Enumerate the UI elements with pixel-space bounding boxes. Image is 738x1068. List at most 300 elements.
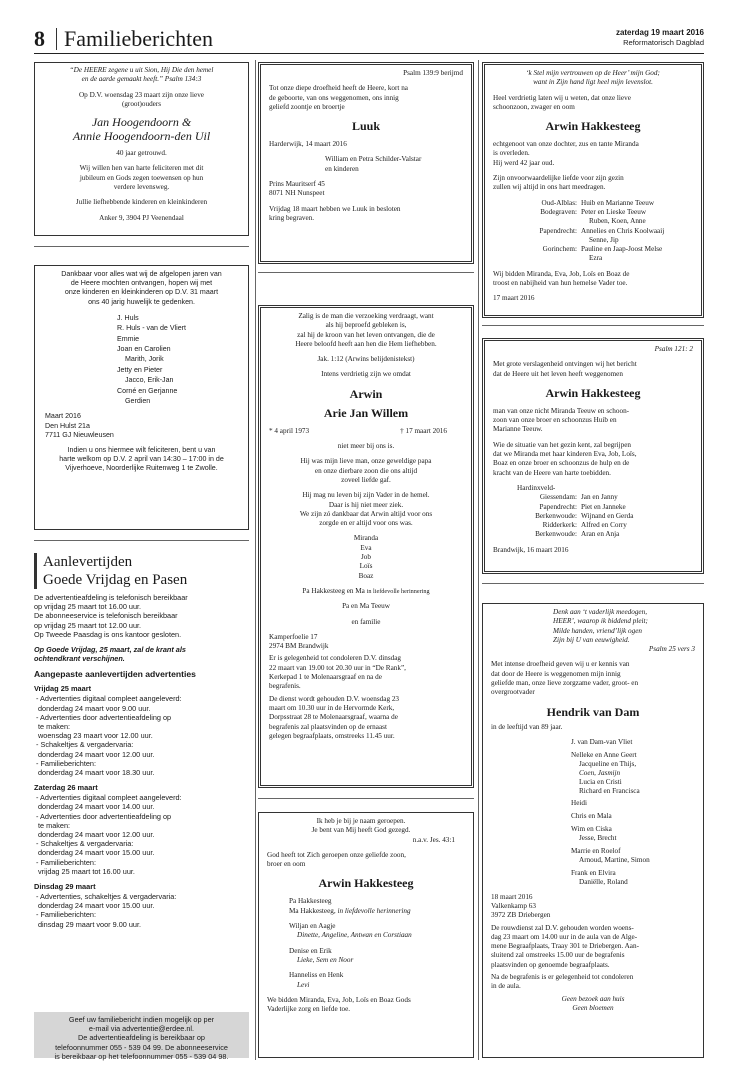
text-line: We zijn zó dankbaar dat Arwin altijd voor ons bbox=[299, 509, 433, 518]
ad-date: Brandwijk, 16 maart 2016 bbox=[493, 545, 569, 554]
row-divider bbox=[34, 246, 249, 247]
text-line: de Heere mochten ontvangen, hopen wij met bbox=[70, 279, 213, 288]
quote-line: Ik heb je bij je naam geroepen. bbox=[316, 817, 406, 825]
family-place: Berkenwoude: bbox=[535, 511, 577, 520]
deadline-item: - Advertenties door advertentieafdeling op bbox=[36, 712, 172, 722]
text-line: Wij bidden Miranda, Eva, Job, Loïs en Boaz de bbox=[493, 269, 630, 278]
family-member: Peter en Lieske Teeuw bbox=[581, 207, 647, 216]
text-line: e-mail via advertentie@erdee.nl. bbox=[88, 1024, 195, 1034]
quote-line: HEER’, waarop ik biddend pleit; bbox=[553, 617, 648, 626]
family-member: Denise en Erik bbox=[289, 946, 332, 955]
parents bbox=[269, 587, 463, 596]
contact-footer bbox=[34, 1012, 249, 1061]
family-member: Dinette, Angeline, Antwan en Corstiaan bbox=[297, 931, 412, 940]
quote-line: Je bent van Mij heeft God gezegd. bbox=[311, 826, 411, 835]
text-line: Vrijdag 18 maart hebben we Luuk in besloten bbox=[269, 204, 401, 213]
family-list bbox=[493, 199, 693, 264]
ad-quote bbox=[491, 608, 695, 645]
ad-outro bbox=[41, 446, 242, 474]
text-line: Vaderlijke zorg en liefde toe. bbox=[267, 1005, 351, 1014]
column-divider-1 bbox=[255, 60, 256, 1060]
family-member: Annelies en Chris Koolwaaij bbox=[581, 226, 665, 235]
deadline-item: dinsdag 29 maart voor 9.00 uur. bbox=[38, 919, 142, 929]
text-line: is overleden. bbox=[493, 149, 530, 158]
text-line: De dienst wordt gehouden D.V. woensdag 23 bbox=[269, 694, 400, 703]
family-list bbox=[493, 484, 693, 540]
family-member: Wiljan en Aagje bbox=[289, 922, 336, 931]
text-line: in liefdevolle herinnering bbox=[366, 587, 430, 595]
text-line: 3972 ZB Driebergen bbox=[491, 911, 551, 920]
death-ad-arwin-family bbox=[258, 305, 474, 788]
day-deadlines bbox=[34, 892, 249, 929]
text-line: op vrijdag 25 maart tot 12.00 uur. bbox=[34, 620, 142, 630]
family-member: Piet en Janneke bbox=[581, 502, 626, 511]
deadline-item: donderdag 24 maart voor 15.00 uur. bbox=[38, 848, 155, 858]
family-list bbox=[41, 313, 242, 407]
day-deadlines bbox=[34, 793, 249, 876]
deadline-item: donderdag 24 maart voor 9.00 uur. bbox=[38, 703, 151, 713]
family-place bbox=[499, 217, 581, 226]
text-line: op vrijdag 25 maart tot 16.00 uur. bbox=[34, 602, 142, 612]
family-row bbox=[499, 254, 693, 263]
column-divider-2 bbox=[478, 60, 479, 1060]
text-line: Hij was mijn lieve man, onze geweldige papa bbox=[300, 457, 432, 466]
text-line: in liefdevolle herinnering bbox=[337, 906, 411, 915]
text-line: niet meer bij ons is. bbox=[337, 442, 395, 451]
psalm-ref: Psalm 121: 2 bbox=[654, 345, 693, 353]
row-divider bbox=[482, 325, 704, 326]
family-row bbox=[499, 199, 693, 208]
family-member: Daniëlle, Roland bbox=[579, 877, 628, 886]
deadline-item: donderdag 24 maart voor 14.00 uur. bbox=[38, 802, 155, 812]
text-line: Geef uw familiebericht indien mogelijk op per bbox=[68, 1015, 215, 1024]
deadline-item: donderdag 24 maart voor 15.00 uur. bbox=[38, 901, 155, 911]
family-member: Chris en Mala bbox=[571, 812, 612, 821]
family-member: Richard en Francisca bbox=[579, 786, 640, 795]
ad-quote bbox=[269, 312, 463, 349]
family-member: Coen, Jasmijn bbox=[579, 768, 621, 777]
family-place: Papendrecht: bbox=[539, 502, 577, 511]
life-dates bbox=[269, 427, 463, 436]
text-line: Heel verdrietig laten wij u weten, dat onze lieve bbox=[493, 93, 631, 102]
deadline-item: - Schakeltjes & vergadervaria: bbox=[36, 839, 134, 849]
deceased-name: Arwin Hakkesteeg bbox=[545, 385, 641, 400]
family-row bbox=[499, 245, 693, 254]
family-row bbox=[499, 484, 693, 493]
family-member: Loïs bbox=[359, 562, 373, 571]
text-line: echtgenoot van onze dochter, zus en tante Miranda bbox=[493, 140, 639, 149]
family-member: Alfred en Corry bbox=[581, 521, 627, 530]
text-line: zullen wij altijd in ons hart meedragen. bbox=[493, 183, 606, 192]
family-member: Marrie en Roelof bbox=[571, 847, 621, 856]
notice-special bbox=[34, 645, 249, 663]
ad-address: Anker 9, 3904 PJ Veenendaal bbox=[99, 213, 184, 222]
text-line: Hij mag nu leven bij zijn Vader in de hemel. bbox=[302, 491, 430, 500]
text-line: maart om 10.30 uur in de Hervormde Kerk, bbox=[269, 703, 395, 712]
text-line: telefoonnummer 055 - 539 04 99. De abonneeservice bbox=[55, 1042, 228, 1052]
anniversary-ad-hoogendoorn bbox=[34, 62, 249, 236]
text-line: Er is gelegenheid tot condoleren D.V. dinsdag bbox=[269, 654, 402, 663]
family-member: Arnoud, Martine, Simon bbox=[579, 855, 650, 864]
text-line: Maart 2016 bbox=[45, 412, 81, 421]
family-member: Ruben, Koen, Anne bbox=[589, 217, 646, 226]
text-line: Dorpsstraat 28 te Molenaarsgraaf, waarna de bbox=[269, 713, 398, 722]
ad-date: 17 maart 2016 bbox=[493, 294, 535, 303]
text-line: Wie de situatie van het gezin kent, zal begrijpen bbox=[493, 440, 632, 449]
text-line: verdere levensweg. bbox=[113, 183, 170, 192]
text-line: 22 maart van 19.00 tot 20.30 uur in “De Rank”, bbox=[269, 663, 406, 672]
text-line: mene Begraafplaats, Traay 301 te Driebergen. Aan- bbox=[491, 942, 639, 951]
quote-line: Zalig is de man die verzoeking verdraagt, want bbox=[298, 312, 434, 320]
text-line: Prins Mauritserf 45 bbox=[269, 180, 325, 189]
deadline-item: - Advertenties, schakeltjes & vergadervaria: bbox=[36, 892, 177, 902]
psalm-ref: Psalm 25 vers 3 bbox=[648, 645, 695, 654]
quote-line: n.a.v. Jes. 43:1 bbox=[412, 835, 455, 844]
deadline-notice bbox=[34, 553, 249, 929]
family-place bbox=[499, 236, 581, 245]
text-line: 8071 NH Nunspeet bbox=[269, 189, 325, 198]
quote-line: Heere beloofd heeft aan hen die Hem liefhebben. bbox=[295, 339, 437, 348]
death-ad-arwin-relatives bbox=[482, 338, 704, 574]
family-member: Pauline en Jaap-Joost Melse bbox=[581, 245, 663, 254]
family-member: Miranda bbox=[353, 534, 379, 543]
text-line: jubileum en Gods zegen toewensen op hun bbox=[79, 173, 204, 182]
issue-date: zaterdag 19 maart 2016 bbox=[615, 28, 704, 37]
text-line: Kerkepad 1 te Molenaarsgraaf en na de bbox=[269, 673, 382, 682]
text-line: Kamperfoelie 17 bbox=[269, 632, 318, 641]
text-line: Indien u ons hiermee wilt feliciteren, bent u van bbox=[67, 446, 216, 455]
ad-address bbox=[269, 180, 463, 199]
text-line: 18 maart 2016 bbox=[491, 892, 533, 901]
notice-title: Aanlevertijden bbox=[43, 554, 133, 570]
psalm-ref: Psalm 139:9 berijmd bbox=[403, 69, 463, 77]
text-line: Dankbaar voor alles wat wij de afgelopen jaren van bbox=[61, 270, 222, 278]
deadline-item: woensdag 23 maart voor 12.00 uur. bbox=[38, 731, 153, 741]
family-member: Ezra bbox=[589, 254, 603, 263]
deadline-item: te maken: bbox=[38, 820, 71, 830]
quote-line: want in Zijn hand ligt heel mijn levenslot. bbox=[533, 78, 653, 87]
page-header bbox=[34, 24, 704, 54]
text-line: de geboorte, van ons weggenomen, ons innig bbox=[269, 93, 399, 102]
text-line: in de aula. bbox=[491, 982, 521, 991]
family-list bbox=[269, 534, 463, 580]
quote-line: zal hij de kroon van het leven ontvangen, die de bbox=[297, 330, 435, 339]
deceased-name: Hendrik van Dam bbox=[546, 704, 640, 719]
deceased-first-name: Arwin bbox=[349, 386, 383, 401]
memorial-text bbox=[493, 174, 693, 193]
family-member: J. Huls bbox=[117, 313, 139, 322]
text-line: Zijn onvoorwaardelijke liefde voor zijn gezin bbox=[493, 174, 624, 183]
text-line: broer en oom bbox=[267, 860, 306, 869]
name-line: Annie Hoogendoorn-den Uil bbox=[72, 129, 211, 144]
deadline-item: vrijdag 25 maart tot 16.00 uur. bbox=[38, 866, 135, 876]
family-list bbox=[491, 738, 695, 887]
text-line: Op D.V. woensdag 23 maart zijn onze lieve bbox=[78, 90, 204, 99]
service-info bbox=[491, 924, 695, 970]
text-line: Met grote verslagenheid ontvingen wij het bericht bbox=[493, 360, 637, 369]
family-member: Lucia en Cristi bbox=[579, 777, 622, 786]
family-member: Wim en Ciska bbox=[571, 825, 612, 834]
text-line: ons 40 jarig huwelijk te gedenken. bbox=[88, 297, 195, 306]
quote-line: ‘k Stel mijn vertrouwen op de Heer’ mijn God; bbox=[526, 69, 660, 77]
family-member: Corné en Gerjanne bbox=[117, 386, 178, 395]
family-member: Huib en Marianne Teeuw bbox=[581, 198, 655, 207]
ad-intro bbox=[493, 94, 693, 113]
years-married: 40 jaar getrouwd. bbox=[116, 149, 167, 158]
deceased-name: Luuk bbox=[351, 119, 381, 134]
ad-intro bbox=[41, 270, 242, 307]
ad-intro bbox=[267, 851, 465, 870]
inlaws: Pa en Ma Teeuw bbox=[342, 602, 390, 611]
deadline-item: - Advertenties digitaal compleet aangeleverd: bbox=[36, 694, 182, 704]
text-line: zorgde en er altijd voor ons was. bbox=[319, 519, 413, 528]
quote-line: “De HEERE zegene u uit Sion, Hij Die den hemel bbox=[69, 66, 214, 74]
ad-intro: Intens verdrietig zijn we omdat bbox=[321, 370, 411, 379]
family-member: Heidi bbox=[571, 799, 587, 808]
row-divider bbox=[258, 798, 474, 799]
family-member: Eva bbox=[360, 543, 372, 552]
deadline-item: - Advertenties door advertentieafdeling op bbox=[36, 811, 172, 821]
deceased-age: in de leeftijd van 89 jaar. bbox=[491, 722, 563, 731]
ad-quote bbox=[267, 817, 465, 845]
memorial-text bbox=[493, 407, 693, 435]
deadline-item: te maken: bbox=[38, 722, 71, 732]
family-extra: en familie bbox=[351, 617, 381, 626]
ad-quote bbox=[493, 69, 693, 88]
text-line: Hij werd 42 jaar oud. bbox=[493, 158, 555, 167]
header-separator bbox=[56, 28, 57, 50]
text-line: en onze dierbare zoon die ons altijd bbox=[314, 466, 418, 475]
family-row bbox=[499, 208, 693, 217]
text-line: Valkenkamp 63 bbox=[491, 901, 536, 910]
deadlines-heading: Aangepaste aanlevertijden advertenties bbox=[34, 669, 196, 680]
ad-intro bbox=[491, 660, 695, 697]
birth-date: * 4 april 1973 bbox=[269, 426, 310, 435]
text-line: We bidden Miranda, Eva, Job, Loïs en Boaz Gods bbox=[267, 995, 411, 1004]
family-place: Giessendam: bbox=[539, 493, 577, 502]
couple-names bbox=[40, 115, 243, 143]
deadline-item: donderdag 24 maart voor 18.30 uur. bbox=[38, 768, 155, 778]
text-line: dat door de Heere is weggenomen mijn innig bbox=[491, 669, 621, 678]
text-line: Geen bloemen bbox=[572, 1003, 614, 1012]
memorial-text bbox=[269, 491, 463, 528]
text-line: Tot onze diepe droefheid heeft de Heere, kort na bbox=[269, 84, 408, 93]
family-row bbox=[499, 236, 693, 245]
family-member bbox=[289, 907, 465, 916]
deadline-item: - Familieberichten: bbox=[36, 857, 97, 867]
text-line: ochtendkrant verschijnen. bbox=[34, 654, 125, 664]
family-member: Nelleke en Anne Geert bbox=[571, 750, 637, 759]
condolence-info bbox=[269, 654, 463, 691]
ad-intro bbox=[493, 360, 693, 379]
family-place: Ridderkerk: bbox=[542, 521, 577, 530]
text-line: is bereikbaar op het telefoonnummer 055 - 539 04 98. bbox=[54, 1051, 229, 1061]
family-row bbox=[499, 217, 693, 226]
death-ad-arwin-parents bbox=[258, 812, 474, 1058]
text-line: 7711 GJ Nieuwleusen bbox=[45, 430, 114, 439]
family-row bbox=[499, 521, 693, 530]
ad-address bbox=[269, 633, 463, 652]
family-member: Pa Hakkesteeg bbox=[289, 897, 332, 906]
family-member: Senne, Jip bbox=[589, 235, 619, 244]
text-line: William en Petra Schilder-Valstar bbox=[325, 155, 422, 164]
family-place: Oud-Alblas: bbox=[541, 198, 577, 207]
page-number: 8 bbox=[34, 26, 45, 51]
text-line: Geen bezoek aan huis bbox=[561, 994, 625, 1003]
family-member: Joan en Carolien bbox=[117, 345, 171, 354]
text-line: onze kinderen en kleinkinderen op D.V. 31 maart bbox=[64, 288, 219, 297]
text-line: begrafenis. bbox=[269, 682, 301, 691]
deceased-full-name: Arie Jan Willem bbox=[323, 405, 409, 420]
text-line: De rouwdienst zal D.V. gehouden worden woens- bbox=[491, 923, 634, 932]
text-line: (groot)ouders bbox=[121, 99, 162, 108]
death-date: † 17 maart 2016 bbox=[400, 426, 447, 435]
family-list bbox=[267, 897, 465, 989]
text-line: Op Goede Vrijdag, 25 maart, zal de krant als bbox=[34, 645, 186, 655]
family-place: Hardinxveld- bbox=[517, 483, 556, 492]
family-place: Gorinchem: bbox=[542, 245, 577, 254]
text-line: troost en nabijheid van hun hemelse Vader toe. bbox=[493, 279, 628, 288]
text-line: man van onze nicht Miranda Teeuw en schoon- bbox=[493, 406, 630, 415]
text-line: Daar is hij niet meer ziek. bbox=[328, 500, 404, 509]
text-line: schoonzoon, zwager en oom bbox=[493, 102, 575, 111]
text-line: gelegen begraafplaats, omstreeks 11.45 uur. bbox=[269, 731, 395, 740]
family-row bbox=[499, 530, 693, 539]
text-line: kracht van de Heere van harte toebidden. bbox=[493, 468, 611, 477]
family-member: Wijnand en Gerda bbox=[581, 511, 634, 520]
quote-line: als hij beproefd gebleken is, bbox=[325, 321, 407, 330]
family-member: J. van Dam-van Vliet bbox=[571, 737, 633, 746]
text-line: overgrootvader bbox=[491, 688, 535, 697]
row-divider bbox=[34, 540, 249, 541]
condolence-info bbox=[491, 973, 695, 992]
text-line: Den Hulst 21a bbox=[45, 421, 90, 430]
ad-wish bbox=[40, 164, 243, 192]
quote-line: Denk aan ‘t vaderlijk meedogen, bbox=[553, 608, 648, 616]
text-line: dat de Heere uit het leven heeft weggenomen bbox=[493, 369, 623, 378]
family-member: Job bbox=[361, 553, 371, 562]
day-heading: Zaterdag 26 maart bbox=[34, 783, 98, 793]
text-line: harte welkom op D.V. 2 april van 14:30 – 17:00 in de bbox=[59, 455, 224, 464]
death-ad-luuk bbox=[258, 62, 474, 264]
ad-outro bbox=[267, 996, 465, 1015]
text-line: De advertentieafdeling is bereikbaar op bbox=[78, 1033, 205, 1043]
family-member: Levi bbox=[297, 980, 310, 989]
burial-note bbox=[269, 205, 463, 224]
text-line: Met intense droefheid geven wij u er kennis van bbox=[491, 660, 630, 669]
family-member: Gerdien bbox=[125, 397, 151, 406]
notice-heading bbox=[34, 553, 249, 589]
place-date: Harderwijk, 14 maart 2016 bbox=[269, 140, 347, 149]
family-member: Jacco, Erik-Jan bbox=[125, 376, 174, 385]
day-deadlines bbox=[34, 694, 249, 777]
text-line: Boaz en onze broer en schoonzus de hulp en de bbox=[493, 459, 630, 468]
family-place: Papendrecht: bbox=[539, 226, 577, 235]
memorial-text bbox=[493, 441, 693, 478]
ad-intro bbox=[269, 84, 463, 112]
scripture-ref: Jak. 1:12 (Arwins belijdenistekst) bbox=[317, 355, 415, 364]
family-member: Jan en Janny bbox=[581, 493, 618, 502]
text-line: 2974 BM Brandwijk bbox=[269, 642, 329, 651]
anniversary-ad-huls bbox=[34, 265, 249, 530]
family-member: Aran en Anja bbox=[581, 530, 620, 539]
memorial-text bbox=[493, 140, 693, 168]
family-row bbox=[499, 512, 693, 521]
memorial-text bbox=[269, 457, 463, 485]
quote-line: Zijn bij U van eeuwigheid. bbox=[553, 635, 630, 644]
name-line: Jan Hoogendoorn & bbox=[91, 115, 192, 130]
family-member: Hanneliss en Henk bbox=[289, 971, 344, 980]
text-line: Marianne Teeuw. bbox=[493, 425, 543, 434]
deadline-item: - Schakeltjes & vergadervaria: bbox=[36, 740, 134, 750]
text-line: zoon van onze broer en schoonzus Huib en bbox=[493, 416, 617, 425]
day-heading: Dinsdag 29 maart bbox=[34, 882, 96, 892]
text-line: Vijverhoeve, Noorderlijke Ruitenweg 1 te Zwolle. bbox=[65, 464, 218, 473]
family-member: Lieke, Sem en Noor bbox=[297, 955, 354, 964]
text-line: geliefd zoontje en broertje bbox=[269, 102, 345, 111]
ad-from: Jullie liefhebbende kinderen en kleinkinderen bbox=[75, 198, 208, 207]
row-divider bbox=[258, 272, 474, 273]
family-member: Boaz bbox=[358, 571, 374, 580]
section-title: Familieberichten bbox=[64, 26, 214, 51]
quote-line: Milde handen, vriend’lijk ogen bbox=[553, 626, 643, 635]
newspaper-name: Reformatorisch Dagblad bbox=[623, 38, 704, 47]
quote-line: en de aarde gemaakt heeft.” Psalm 134:3 bbox=[81, 75, 202, 84]
text-line: Pa Hakkesteeg en Ma bbox=[302, 586, 365, 595]
death-ad-hendrik-van-dam bbox=[482, 603, 704, 1058]
text-line: De abonneeservice is telefonisch bereikbaar bbox=[34, 611, 178, 621]
row-divider bbox=[482, 583, 704, 584]
text-line: dag 23 maart om 14.00 uur in de aula van de Alge- bbox=[491, 932, 638, 941]
family-member: Jesse, Brecht bbox=[579, 834, 617, 843]
ad-intro bbox=[40, 91, 243, 110]
text-line: Op Tweede Paasdag is ons kantoor gesloten. bbox=[34, 629, 182, 639]
text-line: kring begraven. bbox=[269, 213, 315, 222]
text-line: zoveel liefde gaf. bbox=[341, 475, 391, 484]
text-line: Na de begrafenis is er gelegenheid tot condoleren bbox=[491, 973, 634, 982]
family-row bbox=[499, 503, 693, 512]
family-member: Marith, Jorik bbox=[125, 355, 164, 364]
notice-intro bbox=[34, 593, 249, 639]
ad-quote bbox=[40, 66, 243, 85]
day-heading: Vrijdag 25 maart bbox=[34, 684, 92, 694]
text-line: De advertentieafdeling is telefonisch bereikbaar bbox=[34, 593, 188, 602]
deadline-item: - Familieberichten: bbox=[36, 758, 97, 768]
deadline-item: - Advertenties digitaal compleet aangeleverd: bbox=[36, 793, 182, 803]
family-member: Frank en Elvira bbox=[571, 868, 616, 877]
family-place: Berkenwoude: bbox=[535, 530, 577, 539]
deceased-name: Arwin Hakkesteeg bbox=[318, 876, 414, 891]
ad-outro bbox=[493, 270, 693, 289]
text-line: Wij willen hen van harte feliciteren met dit bbox=[79, 164, 204, 173]
family-member: Jetty en Pieter bbox=[117, 365, 163, 374]
ad-address bbox=[491, 893, 695, 921]
ad-address bbox=[41, 412, 242, 440]
text-line: geliefde man, onze lieve zorgzame vader, groot- en bbox=[491, 679, 639, 688]
closing-note bbox=[491, 995, 695, 1014]
deadline-item: - Familieberichten: bbox=[36, 910, 97, 920]
deadline-item: donderdag 24 maart voor 12.00 uur. bbox=[38, 749, 155, 759]
family-row bbox=[499, 227, 693, 236]
death-ad-arwin-inlaws bbox=[482, 62, 704, 318]
family-place bbox=[499, 254, 581, 263]
text-line: plaatsvinden op genoemde begraafplaats. bbox=[491, 960, 610, 969]
deceased-name: Arwin Hakkesteeg bbox=[545, 119, 641, 134]
family-place: Bodegraven: bbox=[540, 207, 577, 216]
notice-subtitle: Goede Vrijdag en Pasen bbox=[43, 572, 188, 588]
text-line: dat we Miranda met haar kinderen Eva, Job, Loïs, bbox=[493, 450, 637, 459]
text-line: en kinderen bbox=[325, 164, 359, 173]
